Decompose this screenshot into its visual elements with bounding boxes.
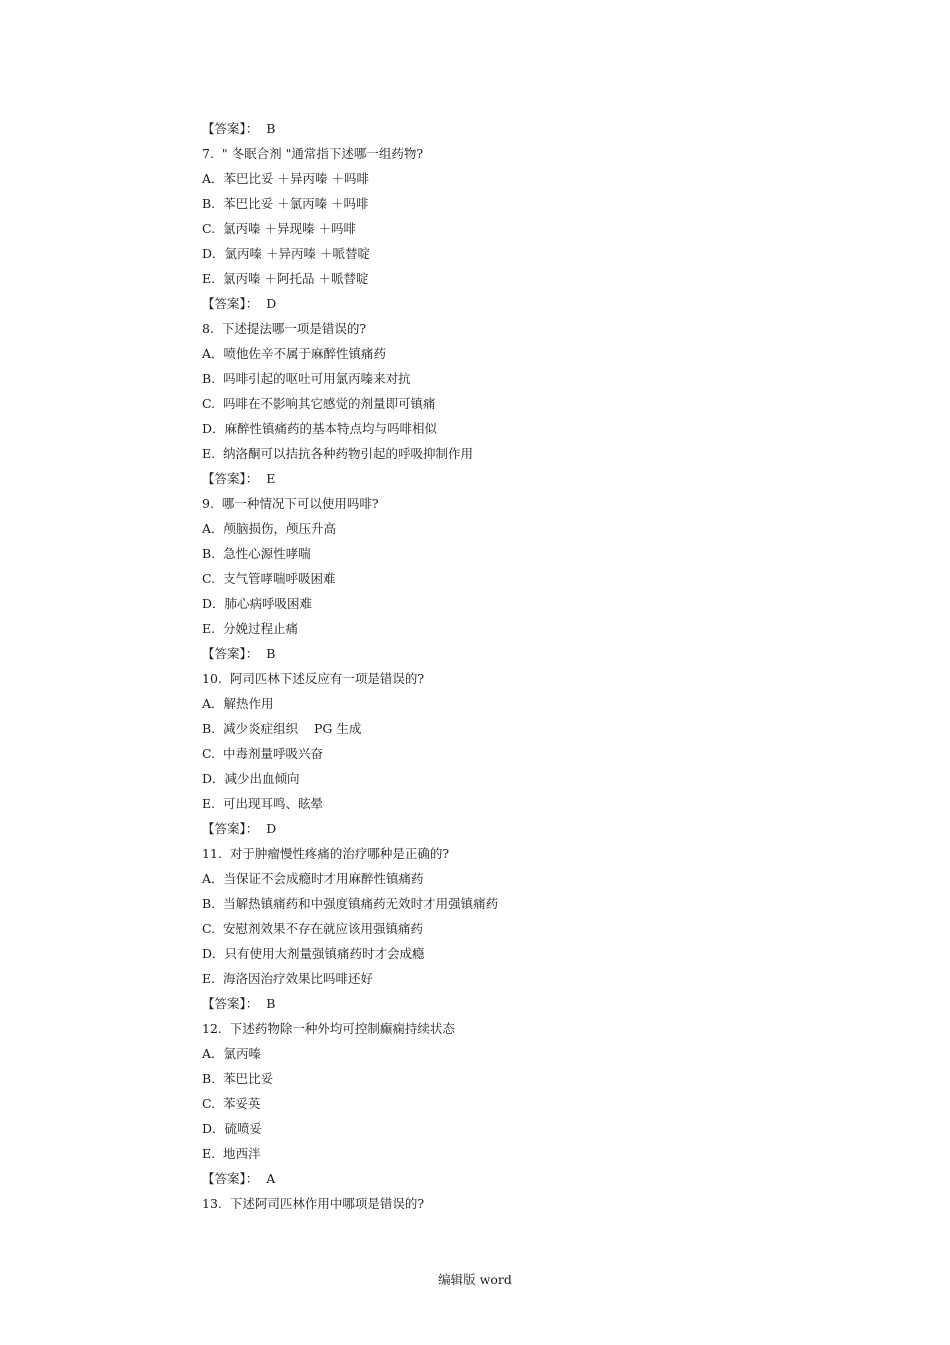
option-text: B. 苯巴比妥 ＋氯丙嗪 ＋吗啡 bbox=[202, 196, 369, 211]
option-text: D．肺心病呼吸困难 bbox=[202, 596, 313, 611]
option-text: D．氯丙嗪 ＋异丙嗪 ＋哌替啶 bbox=[202, 246, 370, 261]
option-text: E. 海洛因治疗效果比吗啡还好 bbox=[202, 971, 374, 986]
option-text: B. 吗啡引起的呕吐可用氯丙嗪来对抗 bbox=[202, 371, 411, 386]
option-text: A．颅脑损伤，颅压升高 bbox=[202, 521, 337, 536]
answer-line: 【答案】： B bbox=[202, 121, 276, 136]
option-text: A．当保证不会成瘾时才用麻醉性镇痛药 bbox=[202, 871, 424, 886]
option-text: C. 安慰剂效果不存在就应该用强镇痛药 bbox=[202, 921, 424, 936]
option-text: A．氯丙嗪 bbox=[202, 1046, 262, 1061]
option-text: D．减少出血倾向 bbox=[202, 771, 300, 786]
option-text: C. 苯妥英 bbox=[202, 1096, 261, 1111]
option-text: B. 当解热镇痛药和中强度镇痛药无效时才用强镇痛药 bbox=[202, 896, 499, 911]
option-text: E. 可出现耳鸣、眩晕 bbox=[202, 796, 324, 811]
question-text: 7. " 冬眠合剂 "通常指下述哪一组药物? bbox=[202, 146, 424, 161]
option-text: E. 地西泮 bbox=[202, 1146, 261, 1161]
option-text: E. 分娩过程止痛 bbox=[202, 621, 299, 636]
option-text: D．硫喷妥 bbox=[202, 1121, 263, 1136]
option-text: A．苯巴比妥 ＋异丙嗪 ＋吗啡 bbox=[202, 171, 369, 186]
option-text: B. 减少炎症组织 PG 生成 bbox=[202, 721, 362, 736]
answer-line: 【答案】： D bbox=[202, 296, 277, 311]
question-text: 9. 哪一种情况下可以使用吗啡? bbox=[202, 496, 379, 511]
answer-line: 【答案】： A bbox=[202, 1171, 276, 1186]
option-text: C. 中毒剂量呼吸兴奋 bbox=[202, 746, 324, 761]
option-text: C. 支气管哮喘呼吸困难 bbox=[202, 571, 336, 586]
answer-line: 【答案】： B bbox=[202, 996, 276, 1011]
question-text: 13. 下述阿司匹林作用中哪项是错误的? bbox=[202, 1196, 425, 1211]
question-text: 11. 对于肿瘤慢性疼痛的治疗哪种是正确的? bbox=[202, 846, 450, 861]
option-text: A．解热作用 bbox=[202, 696, 274, 711]
option-text: D．只有使用大剂量强镇痛药时才会成瘾 bbox=[202, 946, 425, 961]
option-text: E. 纳洛酮可以拮抗各种药物引起的呼吸抑制作用 bbox=[202, 446, 474, 461]
answer-line: 【答案】： E bbox=[202, 471, 276, 486]
option-text: D．麻醉性镇痛药的基本特点均与吗啡相似 bbox=[202, 421, 438, 436]
answer-line: 【答案】： B bbox=[202, 646, 276, 661]
option-text: C. 氯丙嗪 ＋异现嗪 ＋吗啡 bbox=[202, 221, 356, 236]
option-text: C. 吗啡在不影响其它感觉的剂量即可镇痛 bbox=[202, 396, 436, 411]
question-text: 10. 阿司匹林下述反应有一项是错误的? bbox=[202, 671, 425, 686]
answer-line: 【答案】： D bbox=[202, 821, 277, 836]
page-footer: 编辑版 word bbox=[438, 1272, 512, 1287]
option-text: B. 苯巴比妥 bbox=[202, 1071, 274, 1086]
question-list bbox=[202, 119, 802, 1219]
option-text: A．喷他佐辛不属于麻醉性镇痛药 bbox=[202, 346, 387, 361]
question-text: 12. 下述药物除一种外均可控制癫痫持续状态 bbox=[202, 1021, 455, 1036]
option-text: E. 氯丙嗪 ＋阿托品 ＋哌替啶 bbox=[202, 271, 369, 286]
question-text: 8. 下述提法哪一项是错误的? bbox=[202, 321, 367, 336]
option-text: B. 急性心源性哮喘 bbox=[202, 546, 311, 561]
